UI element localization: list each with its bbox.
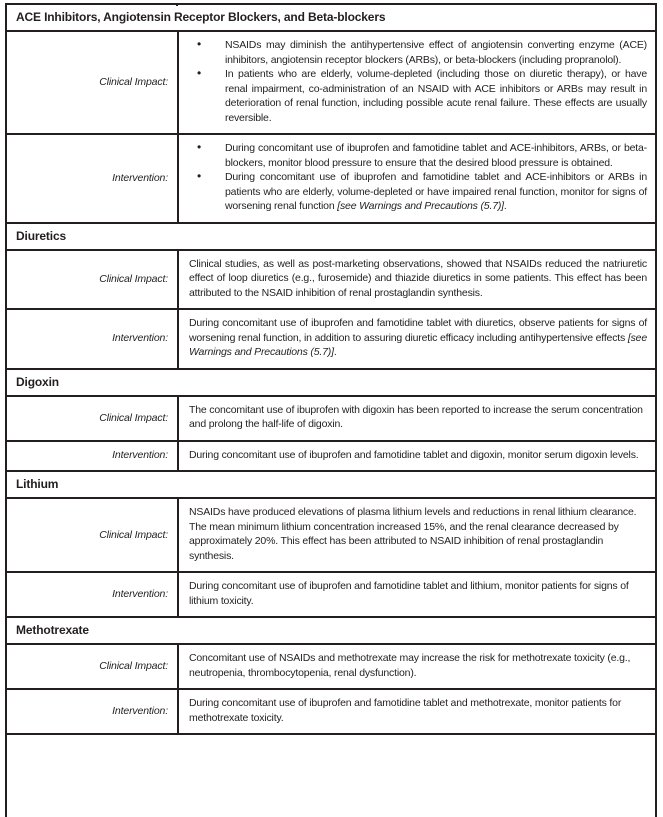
table-row [6, 572, 656, 617]
row-content [178, 396, 656, 441]
row-label: Intervention: [6, 441, 178, 472]
text-run: During concomitant use of ibuprofen and famotidine tablet and digoxin, monitor serum digoxin levels. [189, 448, 639, 461]
text-run: During concomitant use of ibuprofen and famotidine tablet and lithium, monitor patients for signs of lithium toxicity. [189, 580, 629, 607]
row-label: Clinical Impact: [6, 250, 178, 310]
cell-text [189, 696, 647, 725]
bullet-item [189, 38, 647, 67]
table-row [6, 31, 656, 134]
bullet-item [189, 170, 647, 214]
row-content [178, 572, 656, 617]
document-page [0, 3, 663, 766]
text-run: During concomitant use of ibuprofen and famotidine tablet and ACE-inhibitors or ARBs in patients who are elderly, volume-depleted or have impaired renal function, monitor for signs of worsening renal function [225, 171, 647, 212]
text-run: . [503, 200, 507, 212]
cell-text [189, 316, 647, 360]
row-content [178, 498, 656, 572]
row-content [178, 441, 656, 472]
italic-citation-text: [see Warnings and Precautions (5.7)] [189, 331, 647, 358]
text-run: NSAIDs may diminish the antihypertensive effect of angiotensin converting enzyme (ACE) inhibitors, angiotensin receptor blockers (ARBs), or beta-blockers (including propranolol). [225, 39, 647, 66]
italic-citation-text: [see Warnings and Precautions (5.7)] [337, 200, 504, 212]
row-label: Intervention: [6, 309, 178, 369]
row-content [178, 134, 656, 223]
cell-text [189, 448, 647, 463]
previous-row-divider-remnant [176, 3, 178, 6]
row-label: Intervention: [6, 572, 178, 617]
section-header: Diuretics [6, 223, 656, 250]
row-content [178, 689, 656, 734]
row-label: Clinical Impact: [6, 31, 178, 134]
bullet-text [225, 170, 647, 214]
section-header: Methotrexate [6, 617, 656, 644]
section-row [6, 223, 656, 250]
text-run: NSAIDs have produced elevations of plasma lithium levels and reductions in renal lithium clearance. The mean minimum lithium concentration increased 15%, and the renal clearance decreased by approximately 20%. This effect has been attributed to NSAID inhibition of renal prostaglandin synthesis. [189, 506, 637, 562]
section-row [6, 471, 656, 498]
row-label: Intervention: [6, 689, 178, 734]
row-content [178, 31, 656, 134]
text-run: Concomitant use of NSAIDs and methotrexate may increase the risk for methotrexate toxicity (e.g., neutropenia, thrombocytopenia, renal dysfunction). [189, 652, 631, 679]
cell-text [189, 505, 647, 563]
row-label: Clinical Impact: [6, 498, 178, 572]
section-header: Lithium [6, 471, 656, 498]
drug-interactions-table [5, 3, 657, 817]
next-row-stub [6, 734, 656, 817]
bullet-text [225, 67, 647, 125]
bullet-item [189, 67, 647, 125]
bullet-text [225, 141, 647, 170]
text-run: . [333, 346, 337, 358]
next-row-stub-cell [6, 734, 656, 817]
table-row [6, 309, 656, 369]
row-label: Intervention: [6, 134, 178, 223]
section-row [6, 617, 656, 644]
bullet-text [225, 38, 647, 67]
section-row [6, 4, 656, 31]
row-content [178, 250, 656, 310]
row-label: Clinical Impact: [6, 396, 178, 441]
table-row [6, 396, 656, 441]
cell-text [189, 403, 647, 432]
bullet-icon: • [197, 37, 202, 51]
section-header: ACE Inhibitors, Angiotensin Receptor Blockers, and Beta-blockers [6, 4, 656, 31]
cell-text [189, 651, 647, 680]
row-content [178, 644, 656, 689]
table-row [6, 498, 656, 572]
table-row [6, 689, 656, 734]
bullet-icon: • [197, 169, 202, 183]
table-row [6, 441, 656, 472]
section-row [6, 369, 656, 396]
bullet-icon: • [197, 66, 202, 80]
text-run: In patients who are elderly, volume-depleted (including those on diuretic therapy), or have renal impairment, co-administration of an NSAID with ACE inhibitors or ARBs may result in deterioration of renal function, including possible acute renal failure. These effects are usually reversible. [225, 68, 647, 124]
text-run: During concomitant use of ibuprofen and famotidine tablet with diuretics, observe patients for signs of worsening renal function, in addition to assuring diuretic efficacy including antihypertensive effects [189, 317, 647, 344]
table-row [6, 644, 656, 689]
section-header: Digoxin [6, 369, 656, 396]
text-run: Clinical studies, as well as post-marketing observations, showed that NSAIDs reduced the natriuretic effect of loop diuretics (e.g., furosemide) and thiazide diuretics in some patients. This effect has been attributed to the NSAID inhibition of renal prostaglandin synthesis. [189, 257, 647, 299]
bullet-item [189, 141, 647, 170]
cell-text [189, 579, 647, 608]
text-run: During concomitant use of ibuprofen and famotidine tablet and methotrexate, monitor patients for methotrexate toxicity. [189, 697, 622, 724]
table-row [6, 250, 656, 310]
table-row [6, 134, 656, 223]
row-content [178, 309, 656, 369]
text-run: The concomitant use of ibuprofen with digoxin has been reported to increase the serum concentration and prolong the half-life of digoxin. [189, 403, 643, 430]
cell-text [189, 257, 647, 301]
bullet-icon: • [197, 140, 202, 154]
row-label: Clinical Impact: [6, 644, 178, 689]
text-run: During concomitant use of ibuprofen and famotidine tablet and ACE-inhibitors, ARBs, or beta- blockers, monitor blood pressure to ensure that the desired blood pressure is obtained. [225, 142, 647, 169]
drug-interactions-table-body [6, 4, 656, 817]
